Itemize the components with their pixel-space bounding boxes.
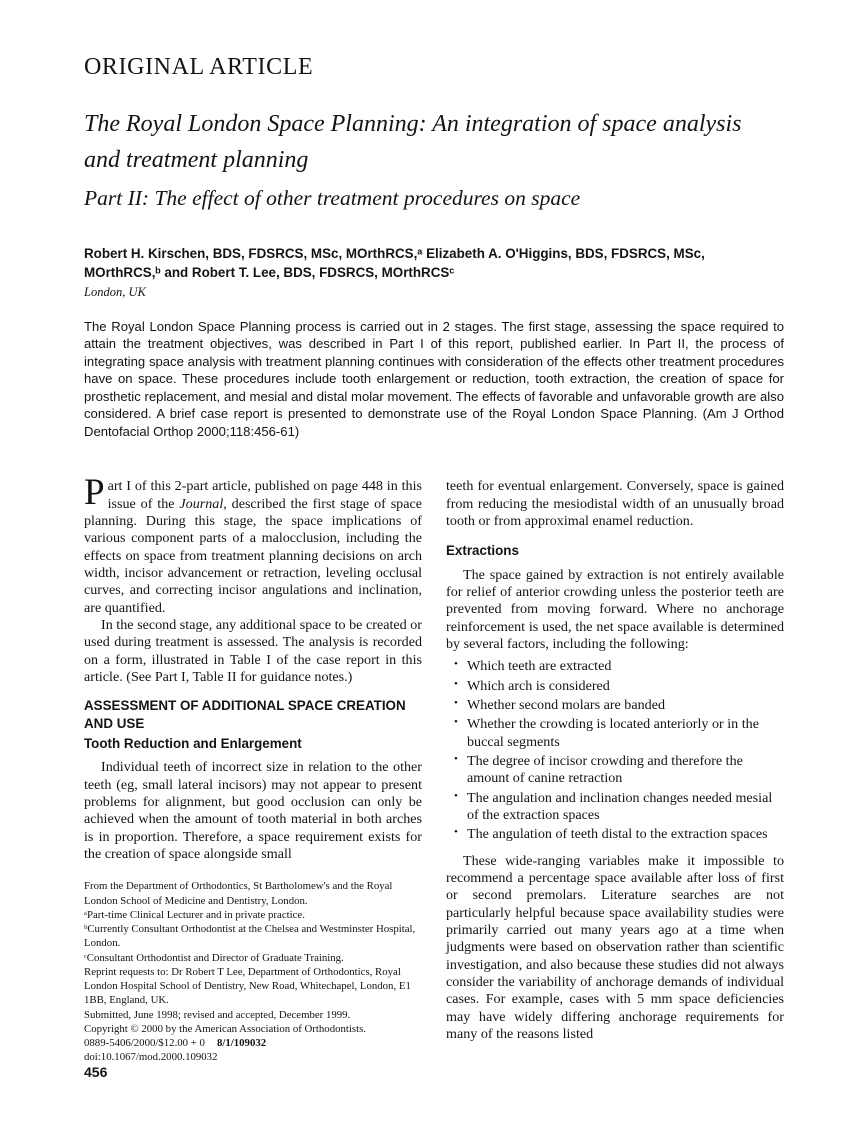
subheading-extractions: Extractions: [446, 543, 519, 559]
list-item: • Which arch is considered: [446, 678, 784, 695]
left-column: [84, 472, 422, 1064]
two-column-body: [84, 472, 784, 1064]
footnote-copyright: Copyright © 2000 by the American Association of Orthodontists.: [84, 1022, 366, 1035]
intro-paragraph-pre: art I of this 2-part article, published on page 448 in this issue of the: [107, 478, 422, 512]
second-stage-paragraph: In the second stage, any additional space to be created or used during treatment is assessed. The analysis is recorded on a form, illustrated in Table I of the case report in this article. (See Part I, Table II for guidance notes.): [84, 616, 422, 685]
section-heading-assessment: ASSESSMENT OF ADDITIONAL SPACE CREATION AND USE: [84, 698, 406, 731]
right-column: [446, 478, 784, 1064]
footnote-pricing-line: [84, 1036, 422, 1050]
journal-word: Journal: [179, 495, 224, 512]
footnote-affiliation-b: ᵇCurrently Consultant Orthodontist at the Chelsea and Westminster Hospital, London.: [84, 923, 416, 950]
list-item: • The angulation of teeth distal to the extraction spaces: [446, 826, 784, 843]
footnote-affiliation-c: ᶜConsultant Orthodontist and Director of Graduate Training.: [84, 951, 344, 964]
list-item: • Whether second molars are banded: [446, 697, 784, 714]
variables-paragraph: These wide-ranging variables make it impossible to recommend a percentage space available after loss of first or second premolars. Literature searches are not particularly helpful because space availability studies were primarily carried out many years ago at a time when judgments were based on observation rather than scientific investigation, and also because these studies did not always consider the variability of anchorage demands of individual cases. For example, cases with 5 mm space deficiencies may have widely differing anchorage requirements for many of the reasons listed: [446, 852, 784, 1042]
list-item: • Whether the crowding is located anteriorly or in the buccal segments: [446, 716, 784, 751]
tooth-reduction-paragraph: Individual teeth of incorrect size in relation to the other teeth (eg, small lateral incisors) may not appear to present problems for alignment, but good occlusion can only be achieved when the amount of tooth material in both arches is in proportion. Therefore, a space requirement exists for the creation of space alongside small: [84, 759, 422, 863]
footnote-doi: doi:10.1067/mod.2000.109032: [84, 1051, 218, 1064]
authors-line: Robert H. Kirschen, BDS, FDSRCS, MSc, MOrthRCS,ᵃ Elizabeth A. O'Higgins, BDS, FDSRCS, MSc, MOrthRCS,ᵇ and Robert T. Lee, BDS, FDSRCS, MOrthRCSᶜ: [84, 246, 705, 280]
abstract: The Royal London Space Planning process is carried out in 2 stages. The first stage, assessing the space required to attain the treatment objectives, was described in Part I of this report, published earlier. In Part II, the process of integrating space analysis with treatment planning continues with consideration of the effects other treatment procedures have on space. These procedures include tooth enlargement or reduction, tooth extraction, the creation of space for prosthetic replacement, and mesial and distal molar movement. The effects of favorable and unfavorable growth are also considered. A brief case report is presented to demonstrate use of the Royal London Space Planning. (Am J Orthod Dentofacial Orthop 2000;118:456-61): [84, 318, 784, 439]
list-item: • The degree of incisor crowding and therefore the amount of canine retraction: [446, 753, 784, 788]
footnote-submission-dates: Submitted, June 1998; revised and accepted, December 1999.: [84, 1008, 351, 1021]
footnotes-block: [84, 879, 422, 1064]
article-title: The Royal London Space Planning: An integration of space analysis and treatment planning: [84, 111, 742, 173]
extraction-factors-list: [446, 658, 784, 843]
footnote-article-code: 8/1/109032: [216, 1037, 267, 1050]
subheading-tooth-reduction: Tooth Reduction and Enlargement: [84, 736, 302, 752]
intro-paragraph: [84, 472, 422, 617]
footnote-pricing: 0889-5406/2000/$12.00 + 0: [84, 1037, 205, 1050]
footnote-affiliation-a: ᵃPart-time Clinical Lecturer and in private practice.: [84, 908, 305, 921]
intro-paragraph-post: , described the first stage of space planning. During this stage, the space implications of various component parts of a malocclusion, including the effects on space from treatment planning decisions on arch width, incisor advancement or retraction, leveling occlusal curves, and correcting incisor angulations and inclination, are quantified.: [84, 495, 422, 616]
drop-cap: P: [84, 472, 105, 514]
footnote-department: From the Department of Orthodontics, St Bartholomew's and the Royal London School of Medicine and Dentistry, London.: [84, 880, 393, 907]
extraction-space-paragraph: The space gained by extraction is not entirely available for relief of anterior crowding unless the posterior teeth are prevented from moving forward. Where no anchorage reinforcement is used, the net space available is determined by several factors, including the following:: [446, 566, 784, 652]
article-subtitle: Part II: The effect of other treatment procedures on space: [84, 186, 581, 211]
enlargement-continuation-paragraph: teeth for eventual enlargement. Conversely, space is gained from reducing the mesiodistal width of an unusually broad tooth or from approximal enamel reduction.: [446, 478, 784, 529]
article-type-label: ORIGINAL ARTICLE: [84, 54, 314, 80]
list-item: • The angulation and inclination changes needed mesial of the extraction spaces: [446, 790, 784, 825]
list-item: • Which teeth are extracted: [446, 658, 784, 675]
footnote-reprint-requests: Reprint requests to: Dr Robert T Lee, Department of Orthodontics, Royal London Hospital School of Dentistry, New Road, Whitechapel, London, E1 1BB, England, UK.: [84, 965, 411, 1007]
affiliation: London, UK: [84, 284, 146, 299]
page-number: 456: [84, 1064, 108, 1080]
